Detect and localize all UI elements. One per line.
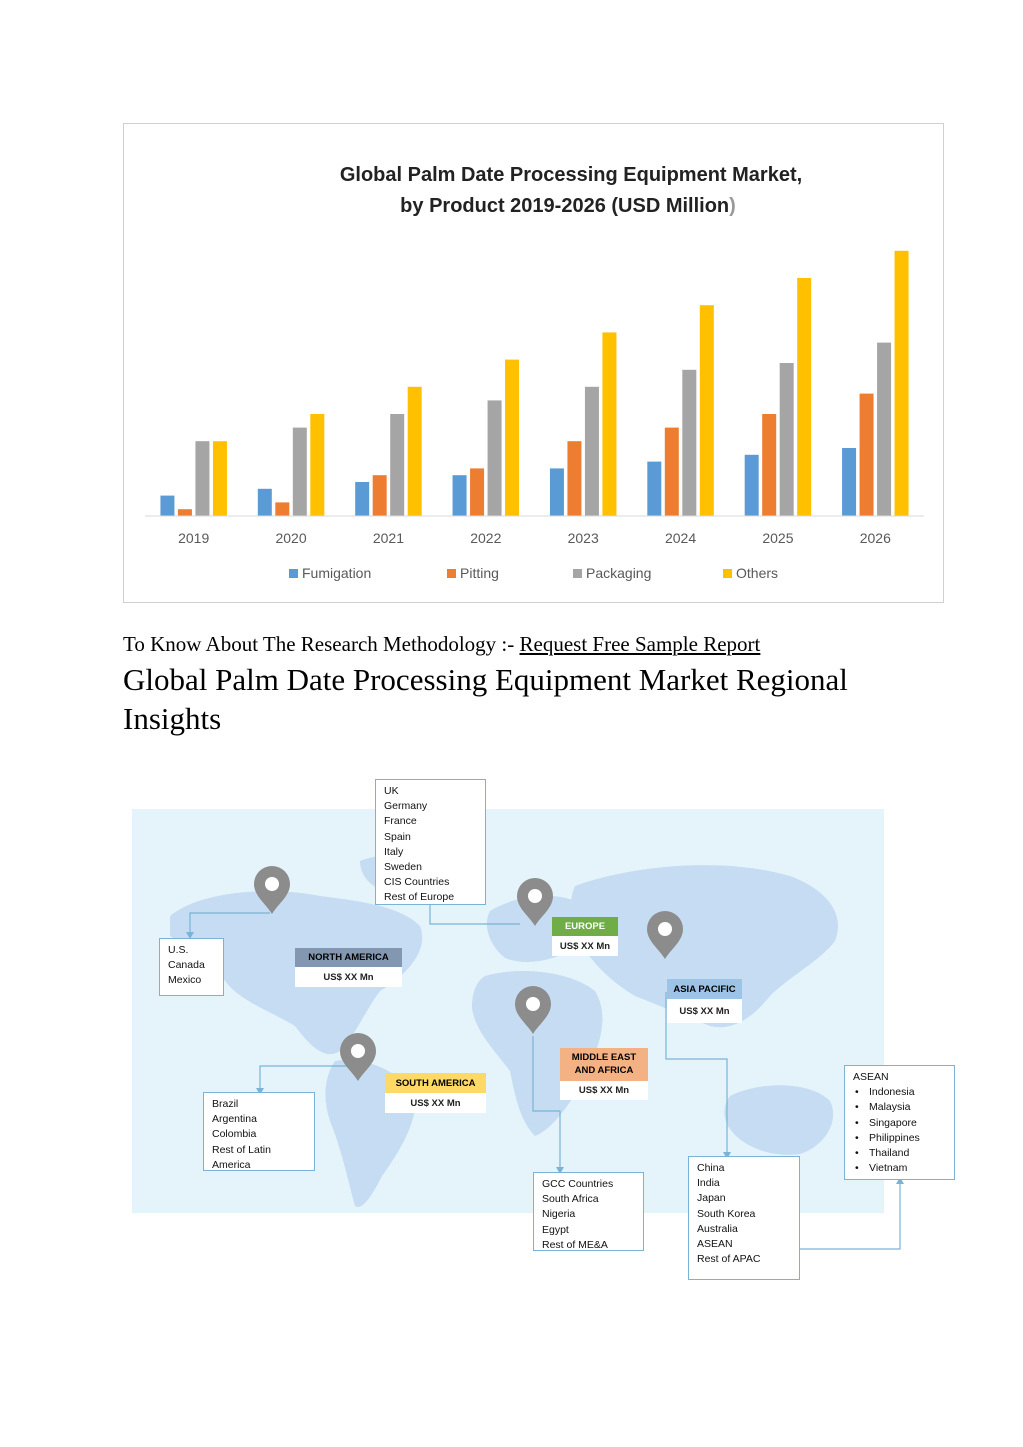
x-tick-label: 2025 [762, 530, 794, 546]
chart-subtitle-main: by Product 2019-2026 (USD Million [400, 195, 730, 217]
list-item: UK [384, 785, 399, 797]
label-europe-title: EUROPE [552, 917, 618, 936]
list-item: Japan [697, 1192, 726, 1205]
list-item: CIS Countries [384, 876, 450, 889]
legend-swatch [723, 569, 732, 578]
bar-pitting-2020 [275, 502, 289, 516]
label-north-america-title: NORTH AMERICA [295, 948, 402, 967]
regional-heading: Global Palm Date Processing Equipment Market Regional Insights [123, 662, 848, 736]
list-item: Rest of Europe [384, 891, 455, 904]
bar-packaging-2024 [682, 370, 696, 516]
list-item: South Africa [542, 1193, 599, 1206]
list-item: U.S. [168, 944, 189, 956]
bar-fumigation-2021 [355, 482, 369, 516]
bar-packaging-2019 [195, 441, 209, 516]
x-tick-label: 2019 [178, 530, 210, 546]
bar-others-2021 [408, 387, 422, 516]
legend-label: Fumigation [302, 565, 372, 581]
bar-packaging-2026 [877, 343, 891, 516]
x-tick-label: 2023 [567, 530, 599, 546]
list-europe [375, 779, 486, 905]
list-title: ASEAN [853, 1071, 889, 1083]
x-tick-label: 2024 [664, 530, 697, 546]
connector-asean [800, 1182, 900, 1249]
bar-pitting-2019 [178, 509, 192, 516]
list-item: Rest of ME&A [542, 1238, 608, 1251]
list-south-america [203, 1092, 315, 1171]
legend-item-packaging [573, 565, 651, 581]
methodology-prefix: To Know About The Research Methodology :- [123, 632, 520, 656]
bar-pitting-2022 [470, 468, 484, 516]
list-north-america [159, 938, 224, 996]
bar-pitting-2023 [567, 441, 581, 516]
label-south-america [385, 1073, 486, 1113]
list-item: Italy [384, 845, 404, 858]
legend-swatch [573, 569, 582, 578]
bar-fumigation-2020 [258, 489, 272, 516]
list-item: Egypt [542, 1223, 569, 1236]
list-item: Brazil [212, 1098, 239, 1110]
list-item: Germany [384, 800, 428, 813]
legend-label: Packaging [586, 565, 652, 581]
bar-pitting-2021 [373, 475, 387, 516]
x-tick-label: 2026 [859, 530, 891, 546]
legend-label: Pitting [460, 565, 499, 581]
label-europe [552, 917, 618, 956]
bar-packaging-2023 [585, 387, 599, 516]
list-item: America [212, 1158, 251, 1171]
label-south-america-value: US$ XX Mn [385, 1093, 486, 1113]
list-item: • Vietnam [869, 1161, 946, 1176]
list-item: Rest of APAC [697, 1253, 761, 1266]
list-item: India [697, 1177, 720, 1190]
bar-packaging-2022 [488, 400, 502, 516]
label-europe-value: US$ XX Mn [552, 936, 618, 956]
legend-swatch [447, 569, 456, 578]
chart-legend [289, 565, 778, 581]
list-item: • Malaysia [869, 1100, 946, 1115]
label-asia-pacific-title: ASIA PACIFIC [667, 979, 742, 999]
label-north-america-value: US$ XX Mn [295, 967, 402, 987]
bar-pitting-2026 [860, 394, 874, 516]
bar-others-2020 [310, 414, 324, 516]
label-mea-title [560, 1048, 648, 1081]
list-item: Mexico [168, 974, 202, 987]
asean-list [853, 1085, 946, 1176]
continent-australia [724, 1085, 833, 1154]
list-item: GCC Countries [542, 1178, 614, 1190]
request-sample-link[interactable]: Request Free Sample Report [519, 632, 761, 656]
list-item: Nigeria [542, 1208, 576, 1221]
legend-swatch [289, 569, 298, 578]
bar-others-2024 [700, 305, 714, 516]
list-item: Rest of Latin [212, 1143, 271, 1156]
list-item: Argentina [212, 1113, 257, 1126]
list-item: Sweden [384, 861, 422, 874]
bar-fumigation-2024 [647, 462, 661, 516]
list-asia-pacific [688, 1156, 800, 1280]
label-mea-title-1: MIDDLE EAST [571, 1052, 637, 1063]
methodology-line [123, 632, 760, 657]
list-item: • Indonesia [869, 1085, 946, 1100]
bar-packaging-2020 [293, 428, 307, 516]
list-item: Canada [168, 959, 205, 972]
chart-bars [160, 251, 908, 516]
list-item: • Philippines [869, 1131, 946, 1146]
bar-pitting-2025 [762, 414, 776, 516]
x-tick-label: 2021 [372, 530, 405, 546]
bar-packaging-2025 [780, 363, 794, 516]
bar-fumigation-2026 [842, 448, 856, 516]
chart-svg [124, 124, 945, 604]
bar-others-2022 [505, 360, 519, 516]
bar-others-2023 [602, 332, 616, 516]
regional-map [130, 776, 960, 1286]
chart-title: Global Palm Date Processing Equipment Market, [339, 164, 803, 186]
legend-item-fumigation [289, 565, 371, 581]
list-item: South Korea [697, 1207, 756, 1220]
list-item: • Singapore [869, 1116, 946, 1131]
bar-fumigation-2025 [745, 455, 759, 516]
label-mea-value: US$ XX Mn [560, 1081, 648, 1100]
bar-packaging-2021 [390, 414, 404, 516]
bar-others-2026 [895, 251, 909, 516]
list-item: Spain [384, 830, 411, 843]
list-item: • Thailand [869, 1146, 946, 1161]
chart-subtitle [400, 195, 736, 217]
list-item: Colombia [212, 1128, 257, 1141]
list-asean [844, 1065, 955, 1180]
bar-fumigation-2023 [550, 468, 564, 516]
list-item: China [697, 1162, 725, 1174]
market-chart [123, 123, 944, 603]
bar-fumigation-2019 [160, 496, 174, 516]
x-tick-labels [178, 530, 891, 546]
list-item: France [384, 815, 417, 828]
legend-item-pitting [447, 565, 499, 581]
label-south-america-title: SOUTH AMERICA [385, 1073, 486, 1093]
list-item: ASEAN [697, 1238, 733, 1251]
chart-subtitle-paren: ) [729, 195, 736, 217]
label-mea-title-2: AND AFRICA [574, 1064, 634, 1076]
x-tick-label: 2020 [275, 530, 307, 546]
list-mea [533, 1172, 644, 1251]
x-tick-label: 2022 [470, 530, 502, 546]
label-asia-pacific [667, 979, 742, 1023]
legend-item-others [723, 565, 778, 581]
bar-others-2025 [797, 278, 811, 516]
legend-label: Others [736, 565, 779, 581]
label-mea [560, 1048, 648, 1100]
bar-fumigation-2022 [453, 475, 467, 516]
label-north-america [295, 948, 402, 987]
list-item: Australia [697, 1222, 738, 1235]
bar-pitting-2024 [665, 428, 679, 516]
label-asia-pacific-value: US$ XX Mn [667, 999, 742, 1023]
bar-others-2019 [213, 441, 227, 516]
